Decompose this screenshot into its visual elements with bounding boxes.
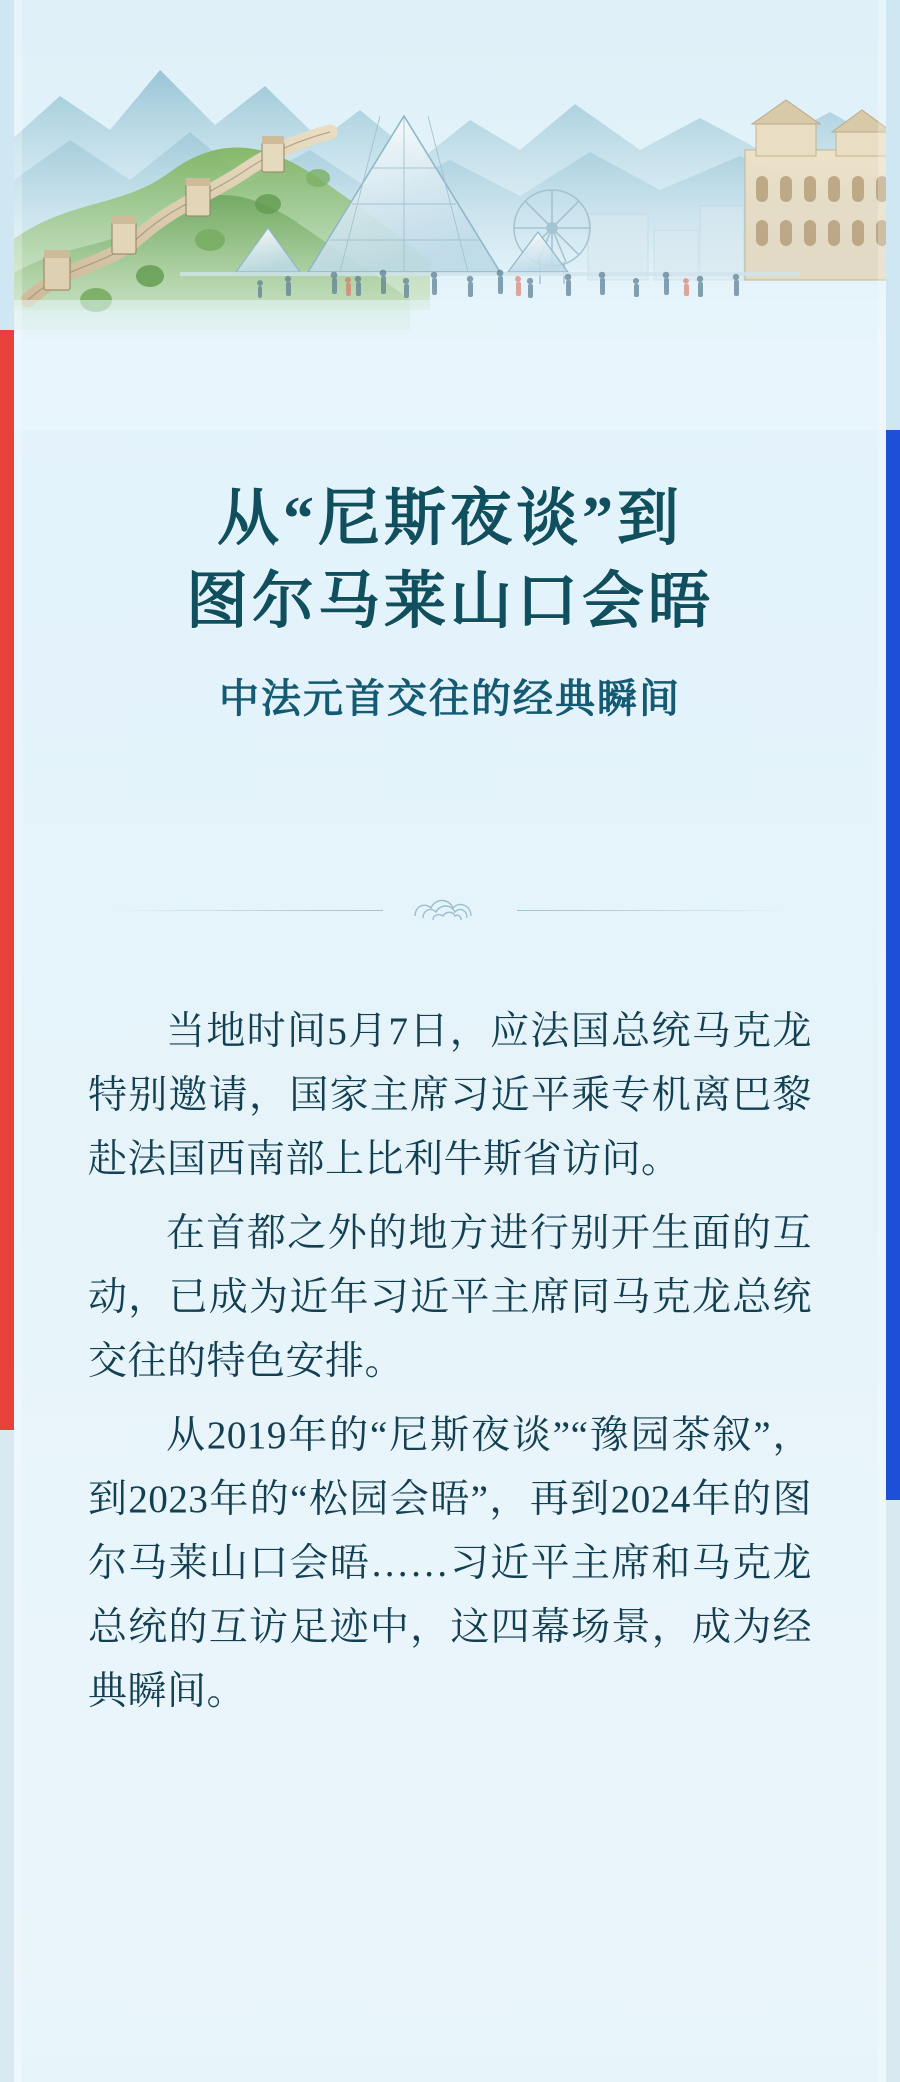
article-paragraph-1: 当地时间5月7日，应法国总统马克龙特别邀请，国家主席习近平乘专机离巴黎赴法国西南部上比利牛斯省访问。 bbox=[88, 1010, 812, 1181]
page-subtitle: 中法元首交往的经典瞬间 bbox=[219, 675, 681, 721]
article-body bbox=[88, 1000, 812, 1734]
page-title-line-1: 从“尼斯夜谈”到 bbox=[216, 485, 683, 553]
left-edge-accent-bar bbox=[0, 0, 14, 2082]
hero-fade-overlay bbox=[0, 1972, 900, 2082]
right-edge-accent-bar bbox=[886, 0, 900, 2082]
hero-illustration bbox=[0, 0, 900, 430]
divider-rule-left bbox=[113, 910, 383, 911]
title-block bbox=[0, 480, 900, 724]
left-edge-inner-strip bbox=[14, 0, 22, 2082]
right-edge-inner-strip bbox=[878, 0, 886, 2082]
cloud-icon bbox=[395, 888, 505, 933]
article-paragraph-2: 在首都之外的地方进行别开生面的互动，已成为近年习近平主席同马克龙总统交往的特色安排。 bbox=[88, 1212, 812, 1383]
cloud-ornament-divider bbox=[0, 880, 900, 940]
article-paragraph-3: 从2019年的“尼斯夜谈”“豫园茶叙”，到2023年的“松园会晤”，再到2024年的图尔马莱山口会晤……习近平主席和马克龙总统的互访足迹中，这四幕场景，成为经典瞬间。 bbox=[88, 1414, 812, 1713]
divider-rule-right bbox=[517, 910, 787, 911]
page-title-line-2: 图尔马莱山口会晤 bbox=[185, 568, 714, 637]
